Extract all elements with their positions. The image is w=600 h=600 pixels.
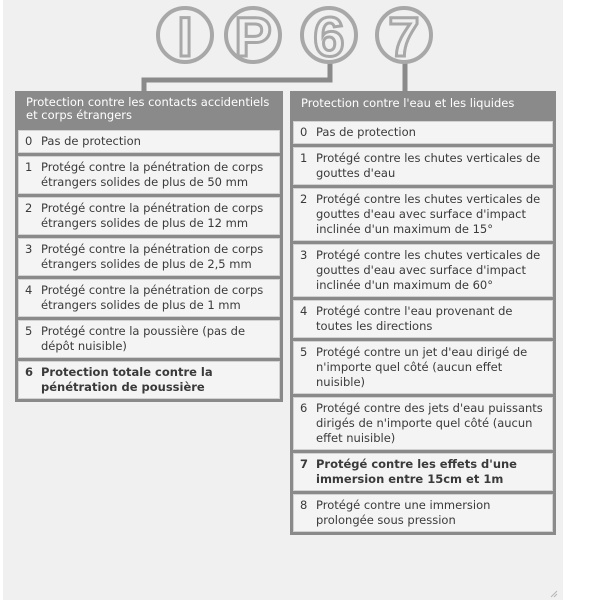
liquids-level-row — [293, 300, 553, 338]
code-letter-i — [158, 5, 212, 68]
liquids-list — [293, 121, 553, 532]
level-description: Protégé contre une immersion prolongée sous pression — [316, 498, 491, 527]
level-number: 1 — [300, 151, 308, 165]
svg-text:6: 6 — [313, 5, 345, 68]
level-description: Protégé contre la pénétration de corps étrangers solides de plus de 1 mm — [41, 283, 264, 312]
level-description: Protégé contre des jets d'eau puissants dirigés de n'importe quel côté (aucun effet nuisible) — [316, 401, 543, 445]
level-number: 4 — [25, 283, 33, 297]
level-description: Protégé contre la pénétration de corps étrangers solides de plus de 12 mm — [41, 201, 264, 230]
liquids-level-row — [293, 147, 553, 185]
solids-level-row — [18, 156, 280, 194]
level-number: 5 — [300, 345, 308, 359]
level-number: 5 — [25, 324, 33, 338]
liquids-level-row — [293, 397, 553, 450]
ip-code-header — [3, 0, 563, 100]
level-description: Protégé contre un jet d'eau dirigé de n'importe quel côté (aucun effet nuisible) — [316, 345, 528, 389]
level-description: Protégé contre l'eau provenant de toutes les directions — [316, 304, 513, 333]
level-number: 0 — [25, 134, 33, 148]
solids-panel — [15, 91, 283, 402]
liquids-level-row — [293, 121, 553, 144]
svg-text:I: I — [177, 5, 193, 68]
liquids-title: Protection contre l'eau et les liquides — [293, 94, 553, 118]
level-description: Pas de protection — [316, 125, 416, 139]
solids-level-row — [18, 197, 280, 235]
level-description: Protégé contre la pénétration de corps étrangers solides de plus de 2,5 mm — [41, 242, 264, 271]
liquids-level-row — [293, 188, 553, 241]
level-number: 8 — [300, 498, 308, 512]
solids-level-row — [18, 320, 280, 358]
code-digit-7 — [377, 5, 431, 68]
solids-level-row — [18, 361, 280, 399]
level-description: Protégé contre les chutes verticales de gouttes d'eau avec surface d'impact inclinée d'un maximum de 15° — [316, 192, 541, 236]
level-number: 1 — [25, 160, 33, 174]
level-description: Protégé contre les chutes verticales de gouttes d'eau avec surface d'impact inclinée d'un maximum de 60° — [316, 248, 541, 292]
solids-list — [18, 130, 280, 399]
level-description: Protégé contre la pénétration de corps étrangers solides de plus de 50 mm — [41, 160, 264, 189]
level-number: 3 — [25, 242, 33, 256]
solids-level-row — [18, 130, 280, 153]
level-number: 3 — [300, 248, 308, 262]
solids-level-row — [18, 238, 280, 276]
liquids-panel — [290, 91, 556, 535]
liquids-level-row — [293, 494, 553, 532]
resize-grip-icon — [550, 590, 558, 598]
code-letter-p — [226, 5, 280, 68]
level-number: 2 — [25, 201, 33, 215]
svg-text:P: P — [234, 5, 272, 68]
level-number: 2 — [300, 192, 308, 206]
level-number: 0 — [300, 125, 308, 139]
svg-text:7: 7 — [388, 5, 420, 68]
level-number: 6 — [300, 401, 308, 415]
liquids-level-row — [293, 244, 553, 297]
level-number: 6 — [25, 365, 34, 379]
level-number: 4 — [300, 304, 308, 318]
level-description: Protégé contre les chutes verticales de gouttes d'eau — [316, 151, 541, 180]
level-description: Protégé contre la poussière (pas de dépôt nuisible) — [41, 324, 246, 353]
level-description: Protection totale contre la pénétration de poussière — [41, 365, 213, 394]
level-description: Pas de protection — [41, 134, 141, 148]
solids-title: Protection contre les contacts accidentiels et corps étrangers — [18, 94, 280, 127]
code-digit-6 — [302, 5, 356, 68]
ip-code-diagram — [3, 0, 563, 600]
solids-level-row — [18, 279, 280, 317]
liquids-level-row — [293, 453, 553, 491]
level-number: 7 — [300, 457, 309, 471]
liquids-level-row — [293, 341, 553, 394]
level-description: Protégé contre les effets d'une immersion entre 15cm et 1m — [316, 457, 517, 486]
